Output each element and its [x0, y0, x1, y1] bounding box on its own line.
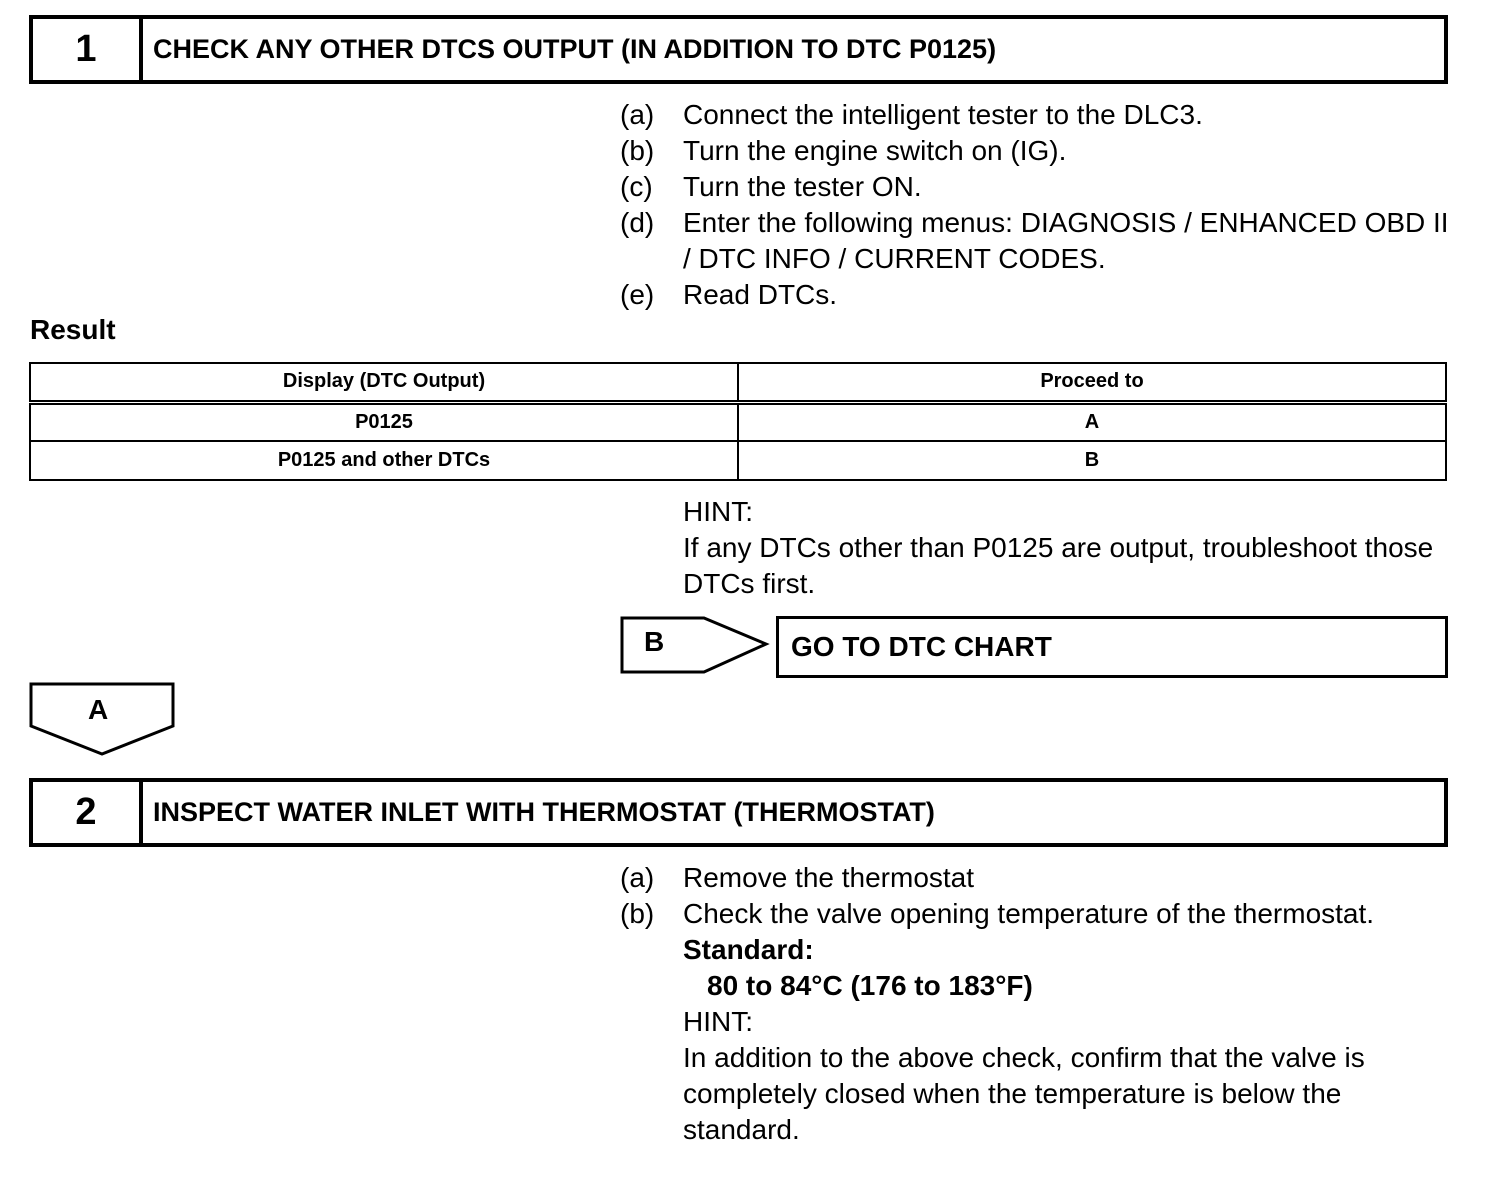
list-item — [620, 896, 1460, 932]
hint-label: HINT: — [683, 496, 753, 527]
goto-dtc-chart-box — [776, 616, 1448, 678]
table-cell: P0125 and other DTCs — [30, 441, 738, 480]
item-label: (b) — [620, 135, 655, 166]
item-text: Enter the following menus: DIAGNOSIS / ENHANCED OBD II / DTC INFO / CURRENT CODES. — [683, 207, 1449, 274]
standard-value: 80 to 84°C (176 to 183°F) — [707, 970, 1033, 1001]
item-label: (d) — [620, 207, 655, 238]
step-2-procedure — [620, 860, 1460, 932]
item-text: Turn the engine switch on (IG). — [683, 135, 1067, 166]
table-row — [30, 441, 1446, 480]
table-row — [30, 402, 1446, 441]
step-2-number: 2 — [33, 782, 143, 843]
list-item — [620, 277, 1460, 313]
item-label: (e) — [620, 279, 655, 310]
list-item — [620, 133, 1460, 169]
step-1-procedure — [620, 97, 1460, 313]
branch-b-label: B — [644, 626, 665, 657]
goto-dtc-chart-text: GO TO DTC CHART — [791, 631, 1052, 662]
item-label: (a) — [620, 862, 655, 893]
step-1-title: CHECK ANY OTHER DTCS OUTPUT (IN ADDITION TO DTC P0125) — [153, 34, 997, 64]
step-2-header — [29, 778, 1448, 847]
table-header-row — [30, 363, 1446, 402]
list-item — [620, 169, 1460, 205]
item-label: (c) — [620, 171, 653, 202]
item-text: Turn the tester ON. — [683, 171, 922, 202]
hint-label: HINT: — [683, 1006, 753, 1037]
step-2-title: INSPECT WATER INLET WITH THERMOSTAT (THERMOSTAT) — [153, 797, 935, 827]
item-text: Read DTCs. — [683, 279, 838, 310]
column-header: Proceed to — [738, 363, 1446, 402]
branch-a-label: A — [88, 694, 109, 725]
step-1-number: 1 — [33, 19, 143, 80]
table-cell: B — [738, 441, 1446, 480]
step-1-header — [29, 15, 1448, 84]
result-heading: Result — [30, 314, 116, 345]
list-item — [620, 97, 1460, 133]
table-cell: P0125 — [30, 402, 738, 441]
table-cell: A — [738, 402, 1446, 441]
hint-block — [683, 494, 1443, 602]
result-table — [29, 362, 1447, 481]
standard-label: Standard: — [683, 934, 814, 965]
column-header: Display (DTC Output) — [30, 363, 738, 402]
item-text: Remove the thermostat — [683, 862, 975, 893]
item-label: (a) — [620, 99, 655, 130]
branch-b-arrow-icon — [620, 616, 770, 674]
item-text: Check the valve opening temperature of the thermostat. — [683, 898, 1375, 929]
item-label: (b) — [620, 898, 655, 929]
standard-block — [683, 932, 1453, 1148]
list-item — [620, 860, 1460, 896]
item-text: Connect the intelligent tester to the DLC3. — [683, 99, 1203, 130]
hint-text: In addition to the above check, confirm that the valve is completely closed when the temperature is below the standard. — [683, 1042, 1365, 1145]
list-item — [620, 205, 1460, 277]
hint-text: If any DTCs other than P0125 are output, troubleshoot those DTCs first. — [683, 532, 1434, 599]
